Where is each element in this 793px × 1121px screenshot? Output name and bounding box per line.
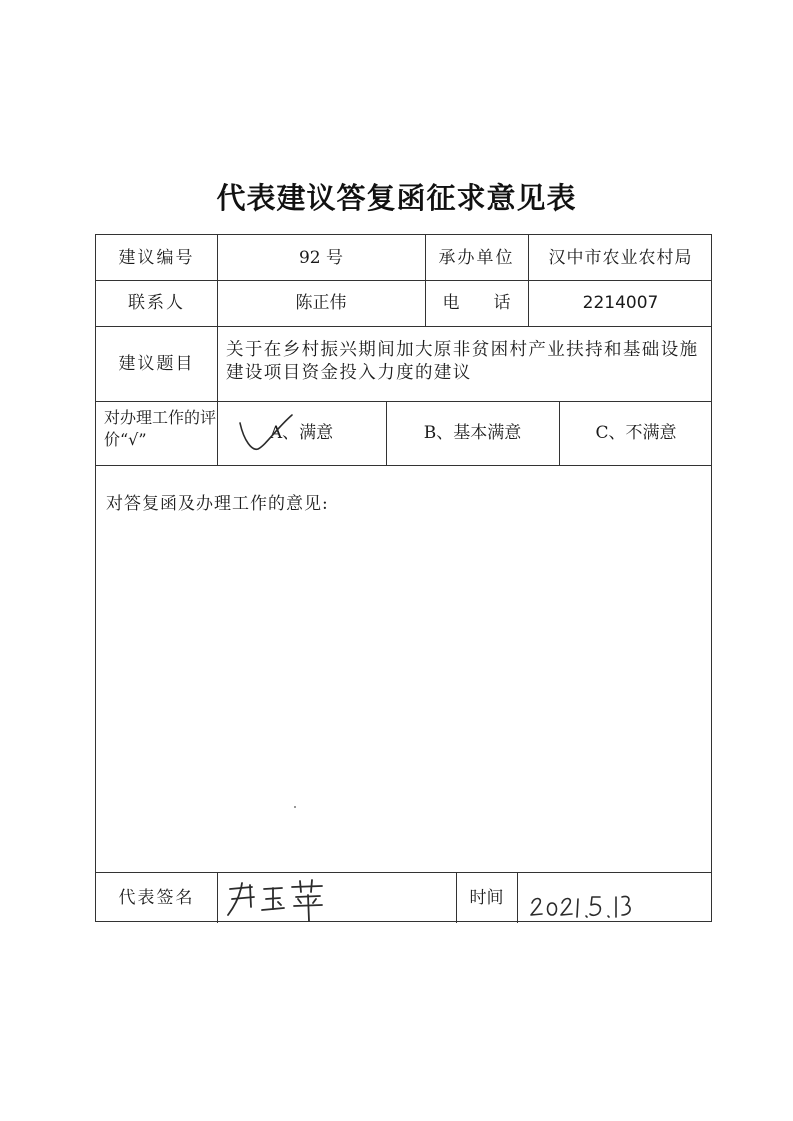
option-basically-satisfied[interactable] bbox=[386, 401, 559, 465]
page-title: 代表建议答复函征求意见表 bbox=[216, 181, 577, 215]
handling-unit-value: 汉中市农业农村局 bbox=[548, 247, 693, 268]
phone-label: 电 话 bbox=[442, 293, 511, 313]
handwritten-signature bbox=[224, 877, 329, 923]
phone-value: 2214007 bbox=[582, 293, 659, 313]
time-label: 时间 bbox=[469, 887, 504, 908]
contact-value: 陈正伟 bbox=[295, 293, 347, 313]
check-mark-icon bbox=[236, 411, 296, 457]
suggestion-number-value: 92 号 bbox=[298, 247, 344, 268]
opinion-form bbox=[95, 234, 712, 922]
evaluation-label: 对办理工作的评价“√” bbox=[104, 408, 217, 449]
suggestion-number-label: 建议编号 bbox=[118, 247, 195, 268]
col-divider bbox=[517, 872, 518, 923]
col-divider bbox=[217, 326, 218, 401]
signature-label: 代表签名 bbox=[118, 887, 195, 908]
handwritten-date bbox=[528, 889, 638, 923]
option-satisfied-label: A、满意 bbox=[269, 423, 334, 443]
row-divider bbox=[96, 465, 711, 466]
option-basically-satisfied-label: B、基本满意 bbox=[423, 423, 522, 443]
col-divider bbox=[217, 872, 218, 923]
option-not-satisfied[interactable] bbox=[559, 401, 713, 465]
topic-value: 关于在乡村振兴期间加大原非贫困村产业扶持和基础设施建设项目资金投入力度的建议 bbox=[226, 340, 699, 383]
handling-unit-label: 承办单位 bbox=[438, 247, 515, 268]
ink-speck bbox=[294, 806, 296, 808]
contact-label: 联系人 bbox=[128, 293, 185, 313]
topic-label: 建议题目 bbox=[118, 353, 195, 374]
opinion-label: 对答复函及办理工作的意见: bbox=[106, 494, 329, 514]
option-not-satisfied-label: C、不满意 bbox=[595, 423, 677, 443]
